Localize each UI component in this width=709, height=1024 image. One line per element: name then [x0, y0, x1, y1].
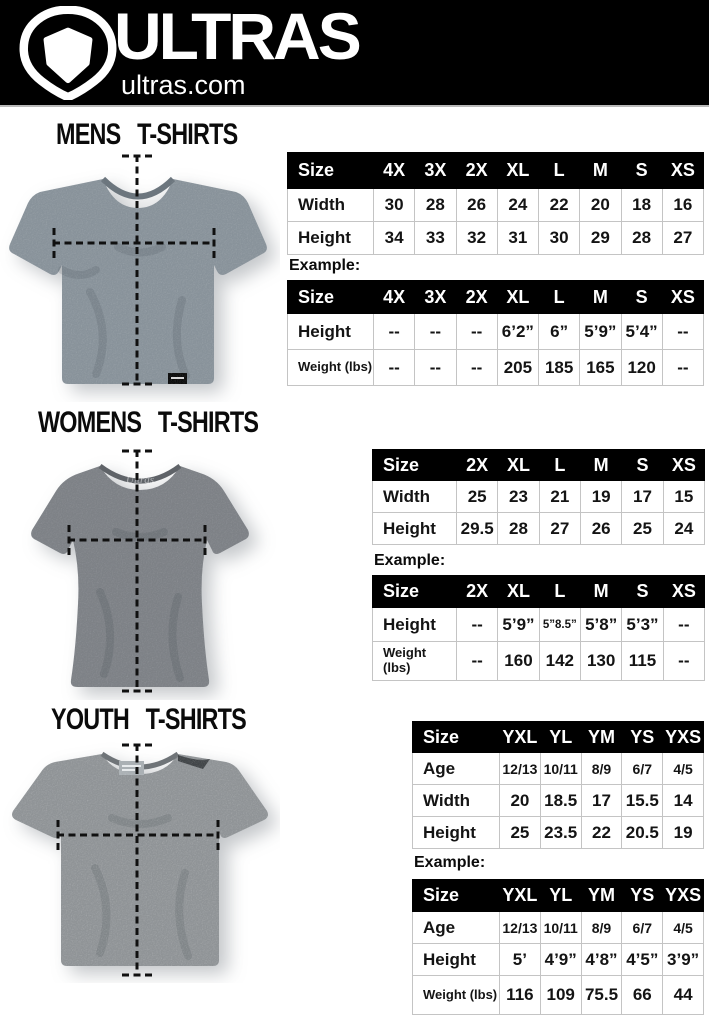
size-column-header: S	[621, 153, 662, 189]
table-row	[373, 608, 705, 642]
value-cell: 23	[498, 481, 539, 513]
value-cell: 75.5	[581, 976, 622, 1015]
value-cell: 17	[622, 481, 663, 513]
value-cell: 26	[456, 189, 497, 222]
mens-section-title: MENS T-SHIRTS	[56, 118, 238, 151]
value-cell: 109	[540, 976, 581, 1015]
size-column-header: S	[621, 281, 662, 314]
value-cell: --	[457, 608, 498, 642]
womens-section-title: WOMENS T-SHIRTS	[38, 406, 259, 439]
table-header-row	[413, 880, 704, 912]
value-cell: 20	[500, 785, 541, 817]
value-cell: 44	[663, 976, 704, 1015]
size-column-header: 2X	[457, 576, 498, 608]
table-row	[413, 912, 704, 944]
size-column-header: M	[580, 153, 621, 189]
value-cell: 6/7	[622, 912, 663, 944]
value-cell: 205	[497, 350, 538, 386]
row-label-cell: Height	[413, 817, 500, 849]
table-header-row	[373, 450, 705, 481]
size-column-header: XL	[498, 450, 539, 481]
value-cell: 5’9”	[498, 608, 539, 642]
size-column-header: S	[622, 576, 663, 608]
size-column-header: YM	[581, 722, 622, 753]
value-cell: --	[374, 350, 415, 386]
value-cell: 160	[498, 642, 539, 681]
value-cell: --	[456, 350, 497, 386]
value-cell: 29.5	[457, 513, 498, 545]
value-cell: 28	[621, 222, 662, 255]
size-column-header: YXS	[663, 722, 704, 753]
table-row	[288, 314, 704, 350]
row-label-cell: Height	[373, 513, 457, 545]
value-cell: --	[415, 314, 456, 350]
value-cell: 27	[539, 513, 580, 545]
size-column-header: XL	[498, 576, 539, 608]
value-cell: 18.5	[540, 785, 581, 817]
value-cell: 24	[663, 513, 704, 545]
value-cell: 24	[497, 189, 538, 222]
size-column-header: YXL	[500, 880, 541, 912]
value-cell: 142	[539, 642, 580, 681]
size-column-header: 3X	[415, 281, 456, 314]
value-cell: 25	[457, 481, 498, 513]
value-cell: 165	[580, 350, 621, 386]
corner-header-cell: Size	[373, 450, 457, 481]
size-column-header: XS	[662, 153, 703, 189]
table-row	[413, 785, 704, 817]
value-cell: 34	[374, 222, 415, 255]
youth-size-chart-table	[412, 721, 704, 849]
row-label-cell: Age	[413, 753, 500, 785]
mens-example-label: Example:	[289, 257, 361, 274]
value-cell: 10/11	[540, 912, 581, 944]
row-label-cell: Height	[413, 944, 500, 976]
value-cell: 32	[456, 222, 497, 255]
size-column-header: M	[580, 576, 621, 608]
mens-shirt-photo	[0, 152, 280, 402]
size-column-header: XL	[497, 153, 538, 189]
womens-example-table	[372, 575, 705, 681]
value-cell: 5’9”	[580, 314, 621, 350]
row-label-cell: Weight (lbs)	[288, 350, 374, 386]
value-cell: 4’8”	[581, 944, 622, 976]
size-column-header: L	[539, 153, 580, 189]
corner-header-cell: Size	[413, 880, 500, 912]
size-column-header: M	[580, 281, 621, 314]
value-cell: --	[374, 314, 415, 350]
value-cell: 28	[415, 189, 456, 222]
corner-header-cell: Size	[288, 153, 374, 189]
row-label-cell: Height	[288, 314, 374, 350]
value-cell: 6”	[539, 314, 580, 350]
table-row	[413, 976, 704, 1015]
value-cell: 5’	[500, 944, 541, 976]
youth-shirt-photo	[0, 738, 280, 983]
row-label-cell: Height	[288, 222, 374, 255]
value-cell: 15	[663, 481, 704, 513]
size-column-header: XS	[663, 450, 704, 481]
size-column-header: XL	[497, 281, 538, 314]
value-cell: 26	[580, 513, 621, 545]
size-column-header: S	[622, 450, 663, 481]
value-cell: 8/9	[581, 912, 622, 944]
value-cell: 4’5”	[622, 944, 663, 976]
table-row	[373, 642, 705, 681]
row-label-cell: Width	[413, 785, 500, 817]
value-cell: 5”8.5”	[539, 608, 580, 642]
youth-section-title: YOUTH T-SHIRTS	[51, 703, 247, 736]
value-cell: 66	[622, 976, 663, 1015]
size-column-header: XS	[662, 281, 703, 314]
value-cell: 120	[621, 350, 662, 386]
value-cell: 30	[539, 222, 580, 255]
womens-shirt-photo	[0, 442, 280, 700]
value-cell: 5’4”	[621, 314, 662, 350]
brand-name: ULTRAS	[114, 0, 359, 73]
value-cell: 12/13	[500, 753, 541, 785]
value-cell: 20.5	[622, 817, 663, 849]
value-cell: 4/5	[663, 753, 704, 785]
row-label-cell: Height	[373, 608, 457, 642]
table-header-row	[413, 722, 704, 753]
table-row	[413, 753, 704, 785]
table-header-row	[373, 576, 705, 608]
value-cell: 12/13	[500, 912, 541, 944]
table-row	[288, 350, 704, 386]
size-column-header: L	[539, 450, 580, 481]
collar-print-label: Ultras	[125, 474, 155, 486]
brand-header	[0, 0, 709, 107]
size-column-header: YXS	[663, 880, 704, 912]
pentagon-shield-icon	[18, 6, 118, 100]
row-label-cell: Age	[413, 912, 500, 944]
value-cell: 19	[580, 481, 621, 513]
value-cell: 18	[621, 189, 662, 222]
value-cell: --	[456, 314, 497, 350]
value-cell: 6’2”	[497, 314, 538, 350]
row-label-cell: Width	[373, 481, 457, 513]
corner-header-cell: Size	[373, 576, 457, 608]
size-column-header: M	[580, 450, 621, 481]
value-cell: 5’3”	[622, 608, 663, 642]
value-cell: 8/9	[581, 753, 622, 785]
value-cell: 10/11	[540, 753, 581, 785]
site-url: ultras.com	[121, 70, 246, 100]
corner-header-cell: Size	[413, 722, 500, 753]
value-cell: 30	[374, 189, 415, 222]
value-cell: 4’9”	[540, 944, 581, 976]
size-column-header: YL	[540, 722, 581, 753]
table-row	[373, 481, 705, 513]
size-column-header: YS	[622, 722, 663, 753]
table-row	[288, 222, 704, 255]
value-cell: 31	[497, 222, 538, 255]
value-cell: 27	[662, 222, 703, 255]
value-cell: --	[457, 642, 498, 681]
row-label-cell: Weight (lbs)	[413, 976, 500, 1015]
size-column-header: 2X	[457, 450, 498, 481]
size-column-header: YXL	[500, 722, 541, 753]
youth-example-label: Example:	[414, 854, 486, 871]
size-column-header: 4X	[374, 281, 415, 314]
size-column-header: XS	[663, 576, 704, 608]
value-cell: 14	[663, 785, 704, 817]
size-column-header: YS	[622, 880, 663, 912]
size-column-header: 3X	[415, 153, 456, 189]
womens-size-chart-table	[372, 449, 705, 545]
value-cell: 5’8”	[580, 608, 621, 642]
mens-example-table	[287, 280, 704, 386]
corner-header-cell: Size	[288, 281, 374, 314]
value-cell: 25	[500, 817, 541, 849]
row-label-cell: Weight (lbs)	[373, 642, 457, 681]
value-cell: 16	[662, 189, 703, 222]
value-cell: 116	[500, 976, 541, 1015]
value-cell: 4/5	[663, 912, 704, 944]
size-column-header: 2X	[456, 281, 497, 314]
value-cell: --	[663, 608, 704, 642]
value-cell: 17	[581, 785, 622, 817]
size-column-header: L	[539, 281, 580, 314]
table-row	[288, 189, 704, 222]
value-cell: 33	[415, 222, 456, 255]
table-row	[413, 944, 704, 976]
value-cell: --	[415, 350, 456, 386]
size-column-header: YL	[540, 880, 581, 912]
value-cell: 25	[622, 513, 663, 545]
youth-example-table	[412, 879, 704, 1015]
value-cell: 6/7	[622, 753, 663, 785]
size-column-header: 2X	[456, 153, 497, 189]
row-label-cell: Width	[288, 189, 374, 222]
value-cell: 185	[539, 350, 580, 386]
value-cell: 23.5	[540, 817, 581, 849]
size-column-header: L	[539, 576, 580, 608]
size-column-header: 4X	[374, 153, 415, 189]
value-cell: 130	[580, 642, 621, 681]
table-row	[413, 817, 704, 849]
value-cell: --	[662, 314, 703, 350]
womens-example-label: Example:	[374, 552, 446, 569]
value-cell: 22	[539, 189, 580, 222]
table-row	[373, 513, 705, 545]
value-cell: --	[662, 350, 703, 386]
value-cell: 29	[580, 222, 621, 255]
table-header-row	[288, 153, 704, 189]
value-cell: 28	[498, 513, 539, 545]
value-cell: 21	[539, 481, 580, 513]
value-cell: 15.5	[622, 785, 663, 817]
value-cell: 20	[580, 189, 621, 222]
value-cell: --	[663, 642, 704, 681]
value-cell: 115	[622, 642, 663, 681]
size-column-header: YM	[581, 880, 622, 912]
table-header-row	[288, 281, 704, 314]
mens-size-chart-table	[287, 152, 704, 255]
value-cell: 3’9”	[663, 944, 704, 976]
value-cell: 19	[663, 817, 704, 849]
value-cell: 22	[581, 817, 622, 849]
